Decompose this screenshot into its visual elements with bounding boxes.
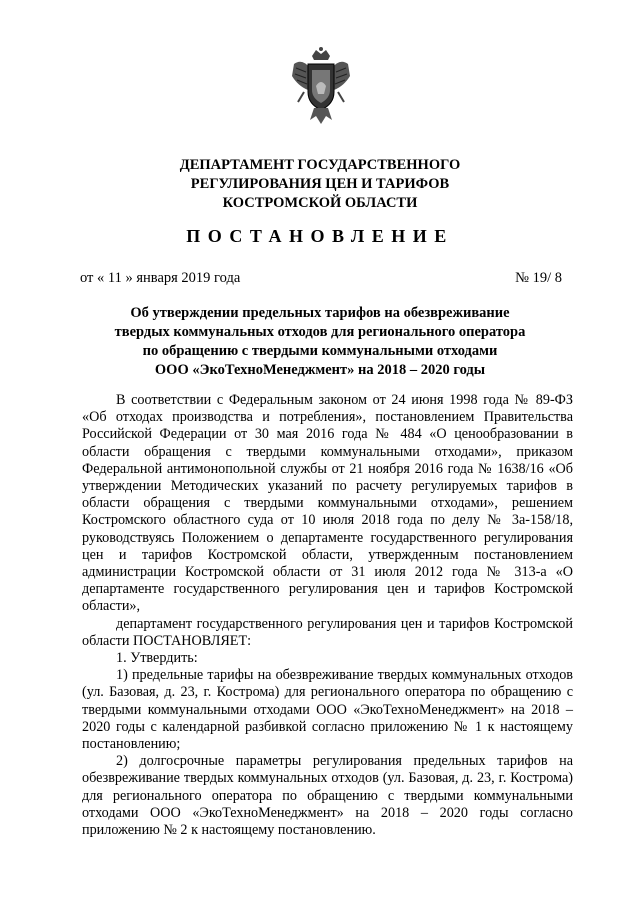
clause-1-1: 1) предельные тарифы на обезвреживание твердых коммунальных отходов (ул. Базовая, д. 23, г. Кострома) для регионального оператора по обращению с твердыми коммунальными отходами ООО «ЭкоТехноМенеджмент» на 2018 – 2020 годы с календарной разбивкой согласно приложению № 1 к настоящему постановлению; bbox=[82, 667, 573, 753]
title-line: Об утверждении предельных тарифов на обезвреживание bbox=[130, 305, 510, 321]
title-line: по обращению с твердыми коммунальными отходами bbox=[142, 343, 498, 359]
clause-1: 1. Утвердить: bbox=[116, 650, 198, 667]
department-name bbox=[0, 156, 640, 213]
document-type: ПОСТАНОВЛЕНИЕ bbox=[186, 226, 454, 246]
clause-1-2: 2) долгосрочные параметры регулирования предельных тарифов на обезвреживание твердых коммунальных отходов (ул. Базовая, д. 23, г. Кострома) для регионального оператора по обращению с твердыми коммунальными отходами ООО «ЭкоТехноМенеджмент» на 2018 – 2020 годы согласно приложению № 2 к настоящему постановлению. bbox=[82, 753, 573, 839]
document-body bbox=[82, 392, 573, 839]
preamble-paragraph: В соответствии с Федеральным законом от 24 июня 1998 года № 89-ФЗ «Об отходах производства и потребления», постановлением Правительства Российской Федерации от 30 мая 2016 года № 484 «О ценообразовании в области обращения с твердыми коммунальными отходами», приказом Федеральной антимонопольной службы от 21 ноября 2016 года № 1638/16 «Об утверждении Методических указаний по расчету регулируемых тарифов в области обращения с твердыми коммунальными отходами», решением Костромского областного суда от 10 июля 2018 года по делу № 3а-158/18, руководствуясь Положением о департаменте государственного регулирования цен и тарифов Костромской области, утвержденным постановлением администрации Костромской области от 31 июля 2012 года № 313-а «О департаменте государственного регулирования цен и тарифов Костромской области», bbox=[82, 392, 573, 615]
document-title bbox=[60, 304, 580, 380]
coat-of-arms-icon bbox=[290, 46, 352, 126]
document-number: № 19/ 8 bbox=[515, 270, 562, 286]
department-line: РЕГУЛИРОВАНИЯ ЦЕН И ТАРИФОВ bbox=[190, 176, 450, 192]
resolution-paragraph: департамент государственного регулирования цен и тарифов Костромской области ПОСТАНОВЛЯЕТ: bbox=[82, 615, 573, 649]
title-line: твердых коммунальных отходов для регионального оператора bbox=[114, 324, 526, 340]
document-date: от « 11 » января 2019 года bbox=[80, 270, 241, 286]
department-line: КОСТРОМСКОЙ ОБЛАСТИ bbox=[222, 195, 418, 211]
department-line: ДЕПАРТАМЕНТ ГОСУДАРСТВЕННОГО bbox=[179, 157, 461, 173]
title-line: ООО «ЭкоТехноМенеджмент» на 2018 – 2020 годы bbox=[154, 362, 486, 378]
